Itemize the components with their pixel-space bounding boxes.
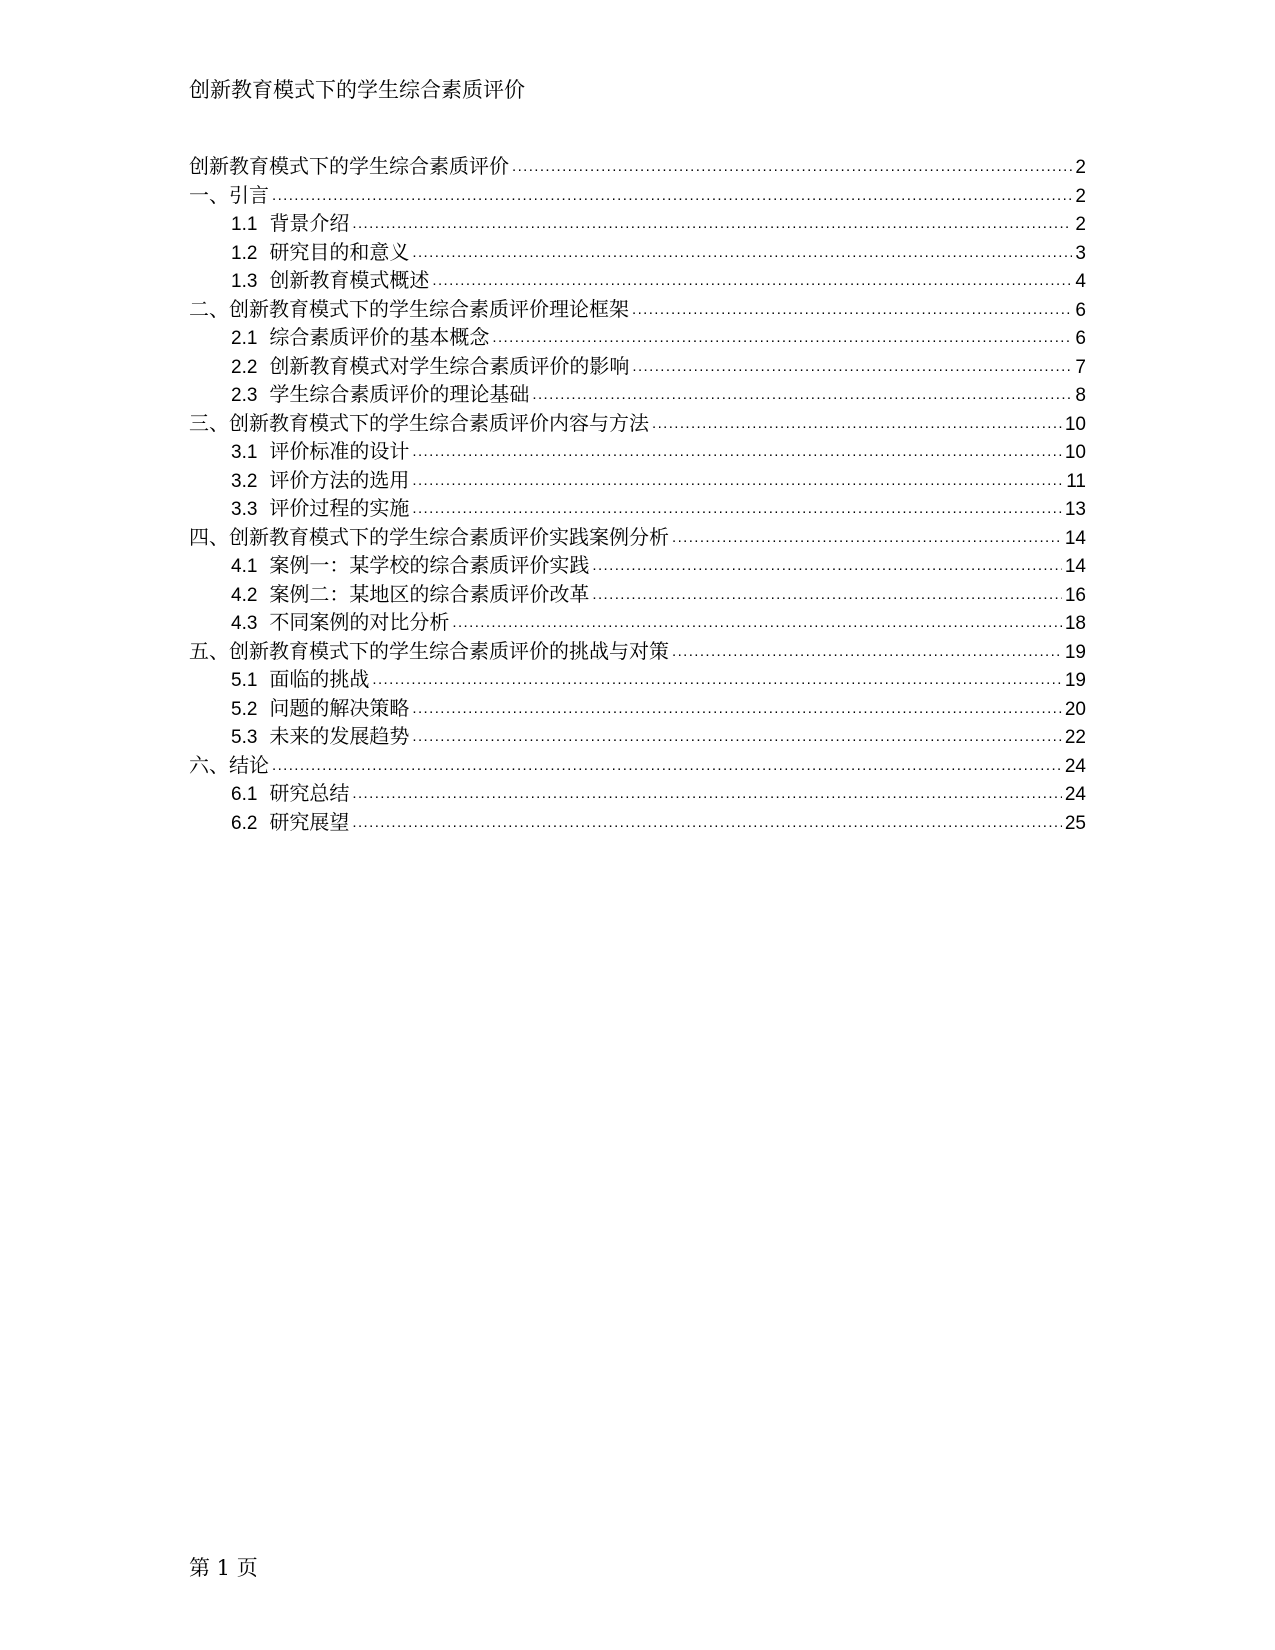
toc-entry-number: 5.1 [231, 670, 258, 691]
toc-entry-title: 研究总结 [269, 781, 350, 805]
toc-entry-page-number: 3 [1075, 242, 1086, 264]
toc-entry-page-number: 8 [1075, 385, 1086, 406]
toc-entry-title: 四、创新教育模式下的学生综合素质评价实践案例分析 [189, 524, 669, 549]
toc-entry-number: 4.1 [231, 556, 258, 577]
toc-entry-title: 创新教育模式概述 [269, 268, 430, 292]
toc-entry-page-number: 2 [1075, 185, 1086, 207]
toc-entry-page-number: 16 [1064, 584, 1086, 606]
toc-entry[interactable] [189, 466, 1086, 495]
toc-entry-page-number: 24 [1064, 784, 1086, 805]
toc-dot-leader [352, 207, 1072, 239]
document-header-title: 创新教育模式下的学生综合素质评价 [189, 78, 525, 102]
toc-dot-leader [412, 492, 1061, 524]
toc-entry-page-number: 11 [1066, 470, 1086, 492]
toc-entry-title: 创新教育模式下的学生综合素质评价 [189, 154, 509, 178]
toc-entry[interactable] [189, 409, 1086, 438]
toc-entry-page-number: 2 [1075, 157, 1086, 178]
toc-entry-page-number: 19 [1064, 670, 1086, 691]
toc-entry[interactable] [189, 523, 1086, 552]
toc-entry[interactable] [189, 323, 1086, 352]
toc-entry-title: 综合素质评价的基本概念 [269, 325, 490, 349]
toc-entry-title: 一、引言 [189, 182, 269, 207]
toc-entry[interactable] [189, 437, 1086, 466]
toc-dot-leader [632, 350, 1072, 382]
toc-entry-number: 5.2 [231, 698, 258, 720]
toc-entry-title: 问题的解决策略 [269, 695, 410, 720]
toc-entry-title: 案例二：某地区的综合素质评价改革 [269, 581, 590, 606]
toc-entry-title: 评价标准的设计 [269, 439, 410, 463]
toc-entry-page-number: 7 [1075, 356, 1086, 378]
toc-dot-leader [492, 321, 1072, 353]
toc-entry-number: 4.3 [231, 613, 258, 634]
toc-entry-page-number: 10 [1064, 442, 1086, 463]
toc-entry-number: 3.2 [231, 470, 258, 492]
toc-dot-leader [412, 236, 1072, 268]
toc-dot-leader [372, 663, 1061, 695]
toc-entry-number: 6.1 [231, 784, 258, 805]
toc-entry-number: 6.2 [231, 812, 258, 834]
toc-entry[interactable] [189, 209, 1086, 238]
toc-entry-number: 2.3 [231, 385, 258, 406]
toc-dot-leader [272, 749, 1062, 781]
page-number-footer: 第 1 页 [189, 1556, 258, 1580]
toc-entry-page-number: 19 [1064, 641, 1086, 663]
toc-dot-leader [412, 720, 1061, 752]
toc-entry-page-number: 25 [1064, 812, 1086, 834]
toc-dot-leader [592, 578, 1061, 610]
toc-entry[interactable] [189, 637, 1086, 666]
toc-entry[interactable] [189, 751, 1086, 780]
toc-entry[interactable] [189, 608, 1086, 637]
toc-entry[interactable] [189, 494, 1086, 523]
toc-entry-number: 1.2 [231, 242, 258, 264]
toc-entry[interactable] [189, 181, 1086, 210]
toc-entry-title: 面临的挑战 [269, 667, 370, 691]
toc-entry-title: 评价过程的实施 [269, 496, 410, 520]
toc-entry-page-number: 4 [1075, 271, 1086, 292]
toc-dot-leader [412, 692, 1061, 724]
toc-entry-title: 五、创新教育模式下的学生综合素质评价的挑战与对策 [189, 638, 669, 663]
toc-entry[interactable] [189, 238, 1086, 267]
toc-entry-page-number: 20 [1064, 698, 1086, 720]
toc-entry[interactable] [189, 380, 1086, 409]
toc-entry[interactable] [189, 779, 1086, 808]
toc-entry-number: 1.1 [231, 214, 258, 235]
toc-dot-leader [432, 264, 1072, 296]
toc-entry-page-number: 6 [1075, 299, 1086, 321]
toc-entry-title: 评价方法的选用 [269, 467, 410, 492]
toc-entry-page-number: 18 [1064, 613, 1086, 634]
toc-entry-title: 二、创新教育模式下的学生综合素质评价理论框架 [189, 296, 629, 321]
toc-dot-leader [512, 150, 1072, 182]
toc-dot-leader [452, 606, 1061, 638]
toc-entry-number: 5.3 [231, 727, 258, 748]
toc-entry-number: 2.1 [231, 328, 258, 349]
toc-entry-number: 4.2 [231, 584, 258, 606]
toc-entry-number: 3.1 [231, 442, 258, 463]
toc-entry-title: 学生综合素质评价的理论基础 [269, 382, 530, 406]
toc-dot-leader [592, 549, 1061, 581]
toc-dot-leader [352, 777, 1061, 809]
toc-entry-title: 创新教育模式对学生综合素质评价的影响 [269, 353, 630, 378]
toc-entry-page-number: 13 [1064, 499, 1086, 520]
toc-entry-page-number: 14 [1064, 556, 1086, 577]
toc-entry-number: 2.2 [231, 356, 258, 378]
toc-entry-title: 研究目的和意义 [269, 239, 410, 264]
toc-entry-title: 三、创新教育模式下的学生综合素质评价内容与方法 [189, 410, 649, 435]
toc-entry[interactable] [189, 551, 1086, 580]
toc-entry-title: 案例一：某学校的综合素质评价实践 [269, 553, 590, 577]
toc-entry[interactable] [189, 665, 1086, 694]
toc-entry-page-number: 2 [1075, 214, 1086, 235]
toc-dot-leader [672, 635, 1062, 667]
toc-dot-leader [672, 521, 1062, 553]
toc-entry-page-number: 24 [1064, 755, 1086, 777]
toc-entry[interactable] [189, 152, 1086, 181]
toc-dot-leader [652, 407, 1062, 439]
toc-entry[interactable] [189, 722, 1086, 751]
toc-entry-page-number: 22 [1064, 727, 1086, 748]
toc-entry-title: 研究展望 [269, 809, 350, 834]
toc-dot-leader [412, 435, 1061, 467]
toc-entry[interactable] [189, 266, 1086, 295]
toc-entry[interactable] [189, 295, 1086, 324]
toc-entry[interactable] [189, 580, 1086, 609]
toc-dot-leader [352, 806, 1061, 838]
toc-dot-leader [632, 293, 1072, 325]
toc-entry-page-number: 14 [1064, 527, 1086, 549]
toc-entry-title: 背景介绍 [269, 211, 350, 235]
table-of-contents [189, 152, 1086, 836]
toc-entry-title: 不同案例的对比分析 [269, 610, 450, 634]
toc-entry-number: 1.3 [231, 271, 258, 292]
toc-entry-page-number: 10 [1064, 413, 1086, 435]
toc-dot-leader [272, 179, 1072, 211]
toc-entry-title: 未来的发展趋势 [269, 724, 410, 748]
toc-entry[interactable] [189, 694, 1086, 723]
toc-entry-title: 六、结论 [189, 752, 269, 777]
toc-entry-page-number: 6 [1075, 328, 1086, 349]
toc-entry-number: 3.3 [231, 499, 258, 520]
toc-dot-leader [532, 378, 1072, 410]
toc-dot-leader [412, 464, 1063, 496]
toc-entry[interactable] [189, 352, 1086, 381]
toc-entry[interactable] [189, 808, 1086, 837]
